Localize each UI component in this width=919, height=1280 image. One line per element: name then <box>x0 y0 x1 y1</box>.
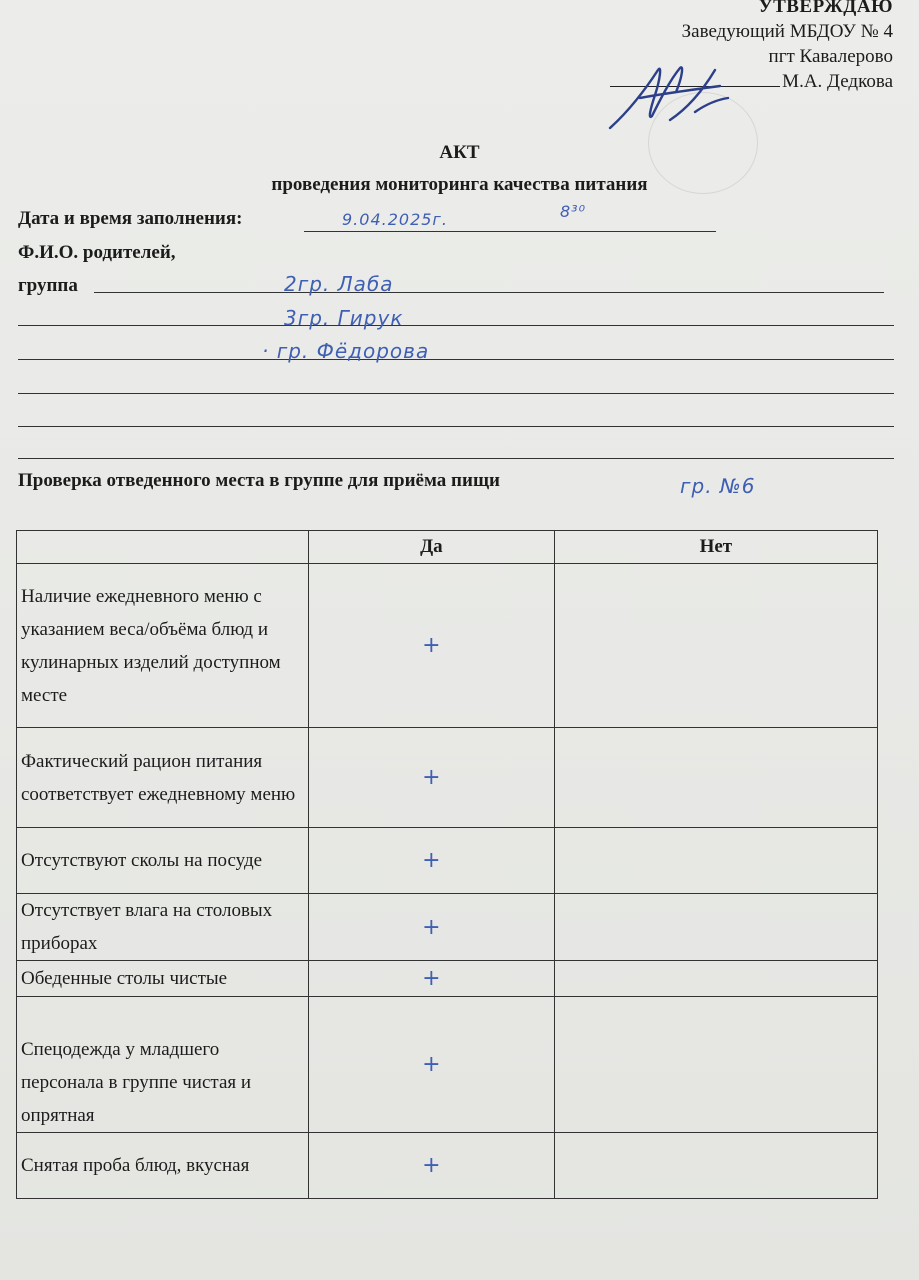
parent-entry-1: 2гр. Лаба <box>284 272 394 296</box>
act-title: АКТ <box>439 142 480 163</box>
inspection-table <box>16 530 878 1199</box>
yes-mark: + <box>309 728 555 828</box>
table-header-row <box>17 531 878 564</box>
date-line <box>304 231 716 232</box>
no-mark <box>554 728 877 828</box>
table-row <box>17 961 878 997</box>
yes-mark: + <box>309 1133 555 1199</box>
table-row <box>17 894 878 961</box>
handwritten-signature <box>600 50 750 145</box>
group-line <box>94 292 884 293</box>
no-mark <box>554 1133 877 1199</box>
check-title: Проверка отведенного места в группе для приёма пищи <box>18 470 500 491</box>
entry-line-5 <box>18 426 894 427</box>
act-subtitle: проведения мониторинга качества питания <box>271 174 648 195</box>
header-criterion <box>17 531 309 564</box>
date-value: 9.04.2025г. <box>342 210 448 229</box>
table-row <box>17 828 878 894</box>
entry-line-6 <box>18 458 894 459</box>
no-mark <box>554 828 877 894</box>
approval-title: УТВЕРЖДАЮ <box>758 0 893 17</box>
criterion-label: Фактический рацион питания соответствует ежедневному меню <box>17 728 309 828</box>
parent-entry-3: · гр. Фёдорова <box>262 339 430 363</box>
header-yes: Да <box>309 531 555 564</box>
table-row <box>17 728 878 828</box>
yes-mark: + <box>309 961 555 997</box>
approval-position: Заведующий МБДОУ № 4 <box>681 21 893 42</box>
group-note: гр. №6 <box>680 474 756 498</box>
date-label: Дата и время заполнения: <box>18 208 243 229</box>
table-row <box>17 1133 878 1199</box>
criterion-label: Наличие ежедневного меню с указанием веса/объёма блюд и кулинарных изделий доступном месте <box>17 564 309 728</box>
yes-mark: + <box>309 997 555 1133</box>
criterion-label: Отсутствуют сколы на посуде <box>17 828 309 894</box>
no-mark <box>554 564 877 728</box>
entry-line-2 <box>18 325 894 326</box>
table-row <box>17 564 878 728</box>
no-mark <box>554 894 877 961</box>
time-value: 8³⁰ <box>560 202 587 221</box>
criterion-label: Отсутствует влага на столовых приборах <box>17 894 309 961</box>
approval-name: М.А. Дедкова <box>782 71 893 92</box>
parent-entry-2: 3гр. Гирук <box>284 306 404 330</box>
criterion-label: Обеденные столы чистые <box>17 961 309 997</box>
criterion-label: Снятая проба блюд, вкусная <box>17 1133 309 1199</box>
no-mark <box>554 997 877 1133</box>
criterion-label: Спецодежда у младшего персонала в группе чистая и опрятная <box>17 997 309 1133</box>
yes-mark: + <box>309 894 555 961</box>
entry-line-4 <box>18 393 894 394</box>
no-mark <box>554 961 877 997</box>
yes-mark: + <box>309 828 555 894</box>
yes-mark: + <box>309 564 555 728</box>
approval-place: пгт Кавалерово <box>768 46 893 67</box>
group-label: группа <box>18 275 78 296</box>
entry-line-3 <box>18 359 894 360</box>
parents-label: Ф.И.О. родителей, <box>18 242 176 263</box>
table-row <box>17 997 878 1133</box>
header-no: Нет <box>554 531 877 564</box>
